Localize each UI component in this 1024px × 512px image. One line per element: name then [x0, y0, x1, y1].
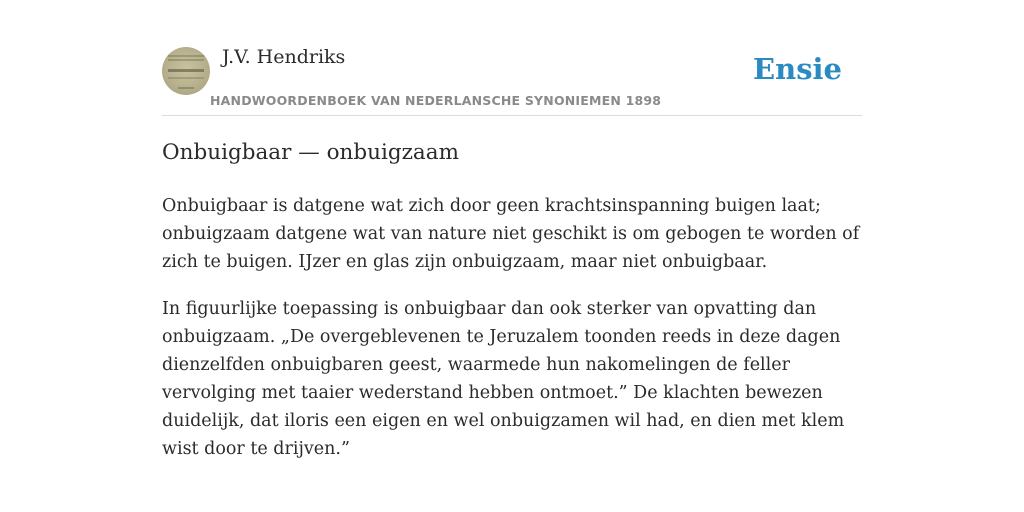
cover-decoration — [168, 69, 204, 72]
source-title[interactable]: HANDWOORDENBOEK VAN NEDERLANSCHE SYNONIEMEN 1898 — [210, 93, 662, 108]
entry-card — [162, 0, 862, 512]
header-divider — [162, 115, 862, 116]
entry-paragraph: Onbuigbaar is datgene wat zich door geen krachtsinspanning buigen laat; onbuigzaam datgene wat van nature niet geschikt is om gebogen te worden of zich te buigen. IJzer en glas zijn onbuigzaam, maar niet onbuigbaar. — [162, 196, 860, 272]
entry-paragraph: In figuurlijke toepassing is onbuigbaar dan ook sterker van opvatting dan onbuigzaam. „De overgeblevenen te Jeruzalem toonden reeds in deze dagen dienzelfden onbuigbaren geest, waarmede hun nakomelingen de feller vervolging met taaier wederstand hebben ontmoet.” De klachten bewezen duidelijk, dat iloris een eigen en wel onbuigzamen wil had, en dien met klem wist door te drijven.” — [162, 299, 845, 459]
brand-logo[interactable]: Ensie — [753, 52, 842, 86]
cover-decoration — [178, 87, 194, 89]
entry-title: Onbuigbaar — onbuigzaam — [162, 140, 459, 165]
cover-decoration — [168, 77, 204, 79]
cover-decoration — [168, 55, 204, 57]
cover-decoration — [168, 59, 204, 61]
author-name[interactable]: J.V. Hendriks — [222, 46, 346, 68]
entry-body — [162, 192, 868, 482]
book-cover-avatar[interactable] — [162, 47, 210, 95]
